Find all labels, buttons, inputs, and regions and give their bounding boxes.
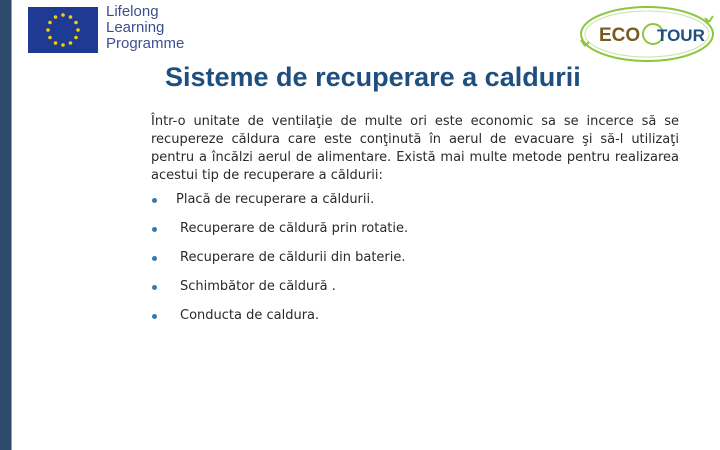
flag-star-icon [54,41,58,45]
flag-star-icon [74,36,78,40]
tour-word: TOUR [657,26,705,45]
flag-star-icon [61,43,65,47]
llp-line-1: Lifelong [106,3,159,20]
list-item: Placă de recuperare a căldurii. [150,190,408,219]
flag-star-icon [61,13,65,17]
ecotour-logo [577,4,717,64]
flag-star-icon [48,21,52,25]
methods-list [150,190,408,335]
lifelong-learning-logo [18,2,185,56]
left-accent-band [0,0,11,450]
bullet-icon [152,256,157,261]
flag-star-icon [48,36,52,40]
eu-flag-icon [28,7,98,53]
bullet-icon [152,227,157,232]
list-item: Conducta de caldura. [150,306,408,335]
flag-star-icon [46,28,50,32]
llp-wordmark [106,4,184,52]
flag-star-icon [76,28,80,32]
flag-star-icon [54,15,58,19]
flag-star-icon [74,21,78,25]
bullet-icon [152,285,157,290]
llp-line-3: Programme [106,35,185,52]
llp-line-2: Learning [106,19,165,36]
flag-star-icon [69,41,73,45]
bullet-icon [152,198,157,203]
eco-word: ECO [599,25,641,46]
flag-star-icon [69,15,73,19]
list-item: Schimbător de căldură . [150,277,408,306]
bullet-icon [152,314,157,319]
intro-paragraph: Într-o unitate de ventilaţie de multe ori este economic sa se incerce să se recupereze căldura care este conţinută în aerul de evacuare şi să-l utilizaţi pentru a încălzi aerul de alimentare. Există mai multe metode pentru realizarea acestui tip de recuperare a căldurii: [151,114,679,183]
list-item: Recuperare de căldurii din baterie. [150,248,408,277]
left-accent-line [11,0,12,450]
slide-title: Sisteme de recuperare a caldurii [165,62,581,92]
list-item: Recuperare de căldură prin rotatie. [150,219,408,248]
